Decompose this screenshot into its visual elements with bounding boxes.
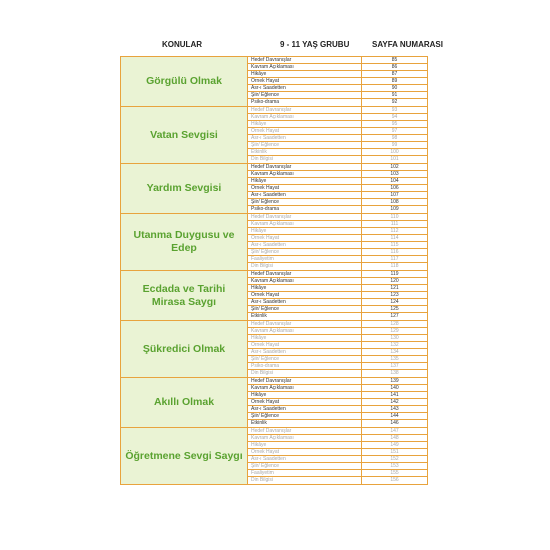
topic-title: Yardım Sevgisi [121,164,248,213]
page-number: 127 [390,313,399,319]
page-number: 155 [390,470,399,476]
page-number: 108 [390,199,399,205]
table-row [248,192,427,199]
table-row [248,463,427,470]
table-row [248,299,427,306]
table-row [248,92,427,99]
activity-name: Asr-ı Saadetten [248,135,362,141]
activity-name: Asr-ı Saadetten [248,242,362,248]
page-number: 137 [390,363,399,369]
activity-list [248,321,427,377]
table-row [248,470,427,477]
activity-name: Şiir/ Eğlence [248,142,362,148]
table-row [248,135,427,142]
page-number: 114 [390,235,399,241]
table-row [248,114,427,121]
activity-name: Din Bilgisi [248,477,362,484]
page-number: 123 [390,292,399,298]
table-row [248,356,427,363]
page-number: 149 [390,442,399,448]
page-number: 89 [391,78,398,84]
table-row [248,57,427,64]
topic-title: Öğretmene Sevgi Saygı [121,428,248,484]
activity-list [248,107,427,163]
activity-list [248,428,427,484]
activity-name: Psiko-drama [248,206,362,213]
page-number: 90 [391,85,398,91]
page-number: 93 [391,107,398,113]
activity-name: Etkinlik [248,149,362,155]
table-row [248,235,427,242]
page-number: 146 [390,420,399,426]
table-row [248,349,427,356]
activity-name: Örnek Hayat [248,235,362,241]
page-number: 134 [390,349,399,355]
activity-name: Örnek Hayat [248,78,362,84]
topic-section [121,378,427,428]
page-number: 142 [390,399,399,405]
page-number: 143 [390,406,399,412]
table-row [248,285,427,292]
page-number: 85 [391,57,398,63]
table-row [248,428,427,435]
table-row [248,121,427,128]
activity-list [248,164,427,213]
activity-name: Şiir/ Eğlence [248,356,362,362]
activity-name: Örnek Hayat [248,292,362,298]
activity-list [248,214,427,270]
topic-section [121,57,427,107]
page-number: 151 [390,449,399,455]
table-row [248,278,427,285]
activity-name: Örnek Hayat [248,449,362,455]
page-number: 135 [390,356,399,362]
table-row [248,420,427,427]
activity-name: Hedef Davranışlar [248,271,362,277]
topic-title: Ecdada ve Tarihi Mirasa Saygı [121,271,248,320]
table-row [248,406,427,413]
table-row [248,292,427,299]
contents-table [120,56,428,485]
page-number: 104 [390,178,399,184]
page-number: 87 [391,71,398,77]
page-number: 130 [390,335,399,341]
page-number: 109 [390,206,399,212]
topic-section [121,214,427,271]
activity-list [248,271,427,320]
activity-name: Etkinlik [248,313,362,320]
table-row [248,149,427,156]
topic-section [121,107,427,164]
topic-title: Vatan Sevgisi [121,107,248,163]
activity-name: Asr-ı Saadetten [248,192,362,198]
page-number: 132 [390,342,399,348]
table-row [248,171,427,178]
page-number: 147 [390,428,399,434]
activity-name: Faaliyetim [248,470,362,476]
activity-name: Psiko-drama [248,99,362,106]
page-number: 139 [390,378,399,384]
topic-section [121,321,427,378]
activity-name: Kavram Açıklaması [248,328,362,334]
activity-name: Hikâye [248,285,362,291]
activity-name: Kavram Açıklaması [248,435,362,441]
activity-name: Kavram Açıklaması [248,64,362,70]
activity-name: Hikâye [248,335,362,341]
activity-name: Kavram Açıklaması [248,114,362,120]
table-row [248,64,427,71]
page-number: 120 [390,278,399,284]
activity-name: Psiko-drama [248,363,362,369]
page-number: 94 [391,114,398,120]
activity-name: Hikâye [248,228,362,234]
column-header-age-group: 9 - 11 YAŞ GRUBU [280,40,350,49]
page-number: 103 [390,171,399,177]
table-row [248,335,427,342]
activity-name: Asr-ı Saadetten [248,406,362,412]
activity-name: Etkinlik [248,420,362,427]
activity-name: Kavram Açıklaması [248,171,362,177]
page-number: 152 [390,456,399,462]
activity-name: Hikâye [248,71,362,77]
activity-name: Hikâye [248,392,362,398]
activity-name: Kavram Açıklaması [248,385,362,391]
page-number: 111 [390,221,399,227]
table-row [248,306,427,313]
activity-name: Hikâye [248,442,362,448]
activity-name: Hedef Davranışlar [248,57,362,63]
activity-name: Hedef Davranışlar [248,378,362,384]
page-number: 97 [391,128,398,134]
page-number: 95 [391,121,398,127]
table-row [248,385,427,392]
table-row [248,128,427,135]
page-number: 141 [390,392,399,398]
table-row [248,449,427,456]
table-row [248,328,427,335]
page-number: 125 [390,306,399,312]
table-row [248,242,427,249]
page-number: 92 [391,99,398,105]
topic-title: Şükredici Olmak [121,321,248,377]
page-number: 100 [390,149,399,155]
page-number: 107 [390,192,399,198]
topic-title: Akıllı Olmak [121,378,248,427]
table-row [248,78,427,85]
table-row [248,156,427,163]
activity-name: Şiir/ Eğlence [248,199,362,205]
page-number: 102 [390,164,399,170]
page-number: 116 [390,249,399,255]
table-row [248,271,427,278]
table-row [248,263,427,270]
table-row [248,185,427,192]
activity-name: Kavram Açıklaması [248,278,362,284]
activity-name: Hedef Davranışlar [248,428,362,434]
table-row [248,178,427,185]
table-row [248,363,427,370]
table-row [248,456,427,463]
table-row [248,71,427,78]
page-number: 91 [391,92,398,98]
page-number: 121 [390,285,399,291]
page-number: 117 [390,256,399,262]
column-header-page-number: SAYFA NUMARASI [372,40,443,49]
table-row [248,256,427,263]
column-header-konular: KONULAR [162,40,202,49]
activity-name: Örnek Hayat [248,399,362,405]
page-number: 140 [390,385,399,391]
page-number: 124 [390,299,399,305]
page-number: 128 [390,321,399,327]
table-row [248,392,427,399]
page-number: 148 [390,435,399,441]
activity-name: Hikâye [248,121,362,127]
page-number: 118 [390,263,399,269]
table-row [248,206,427,213]
activity-name: Şiir/ Eğlence [248,249,362,255]
page-number: 156 [390,477,399,483]
table-row [248,442,427,449]
activity-list [248,378,427,427]
table-row [248,399,427,406]
table-row [248,413,427,420]
activity-name: Hedef Davranışlar [248,321,362,327]
topic-title: Utanma Duygusu ve Edep [121,214,248,270]
table-row [248,321,427,328]
page-number: 110 [390,214,399,220]
activity-name: Örnek Hayat [248,128,362,134]
page-number: 129 [390,328,399,334]
activity-name: Kavram Açıklaması [248,221,362,227]
table-row [248,85,427,92]
table-row [248,164,427,171]
activity-name: Hikâye [248,178,362,184]
activity-name: Asr-ı Saadetten [248,456,362,462]
page-number: 106 [390,185,399,191]
page-number: 99 [391,142,398,148]
activity-name: Din Bilgisi [248,156,362,163]
page-number: 86 [391,64,398,70]
topic-section [121,271,427,321]
activity-name: Din Bilgisi [248,263,362,270]
activity-name: Hedef Davranışlar [248,214,362,220]
table-row [248,221,427,228]
table-row [248,378,427,385]
table-row [248,228,427,235]
table-row [248,477,427,484]
page-number: 153 [390,463,399,469]
page-number: 144 [390,413,399,419]
table-row [248,370,427,377]
topic-section [121,428,427,484]
activity-name: Örnek Hayat [248,342,362,348]
activity-list [248,57,427,106]
table-row [248,342,427,349]
page-number: 101 [390,156,399,162]
page-number: 98 [391,135,398,141]
table-row [248,142,427,149]
activity-name: Şiir/ Eğlence [248,92,362,98]
activity-name: Hedef Davranışlar [248,107,362,113]
activity-name: Şiir/ Eğlence [248,306,362,312]
page-number: 119 [390,271,399,277]
activity-name: Din Bilgisi [248,370,362,377]
activity-name: Şiir/ Eğlence [248,413,362,419]
activity-name: Faaliyetim [248,256,362,262]
topic-title: Görgülü Olmak [121,57,248,106]
activity-name: Asr-ı Saadetten [248,349,362,355]
topic-section [121,164,427,214]
activity-name: Hedef Davranışlar [248,164,362,170]
page-number: 112 [390,228,399,234]
table-row [248,99,427,106]
activity-name: Asr-ı Saadetten [248,299,362,305]
table-row [248,107,427,114]
activity-name: Şiir/ Eğlence [248,463,362,469]
page-number: 138 [390,370,399,376]
table-row [248,214,427,221]
table-row [248,313,427,320]
table-row [248,199,427,206]
page-number: 115 [390,242,399,248]
table-row [248,435,427,442]
activity-name: Örnek Hayat [248,185,362,191]
activity-name: Asr-ı Saadetten [248,85,362,91]
table-row [248,249,427,256]
